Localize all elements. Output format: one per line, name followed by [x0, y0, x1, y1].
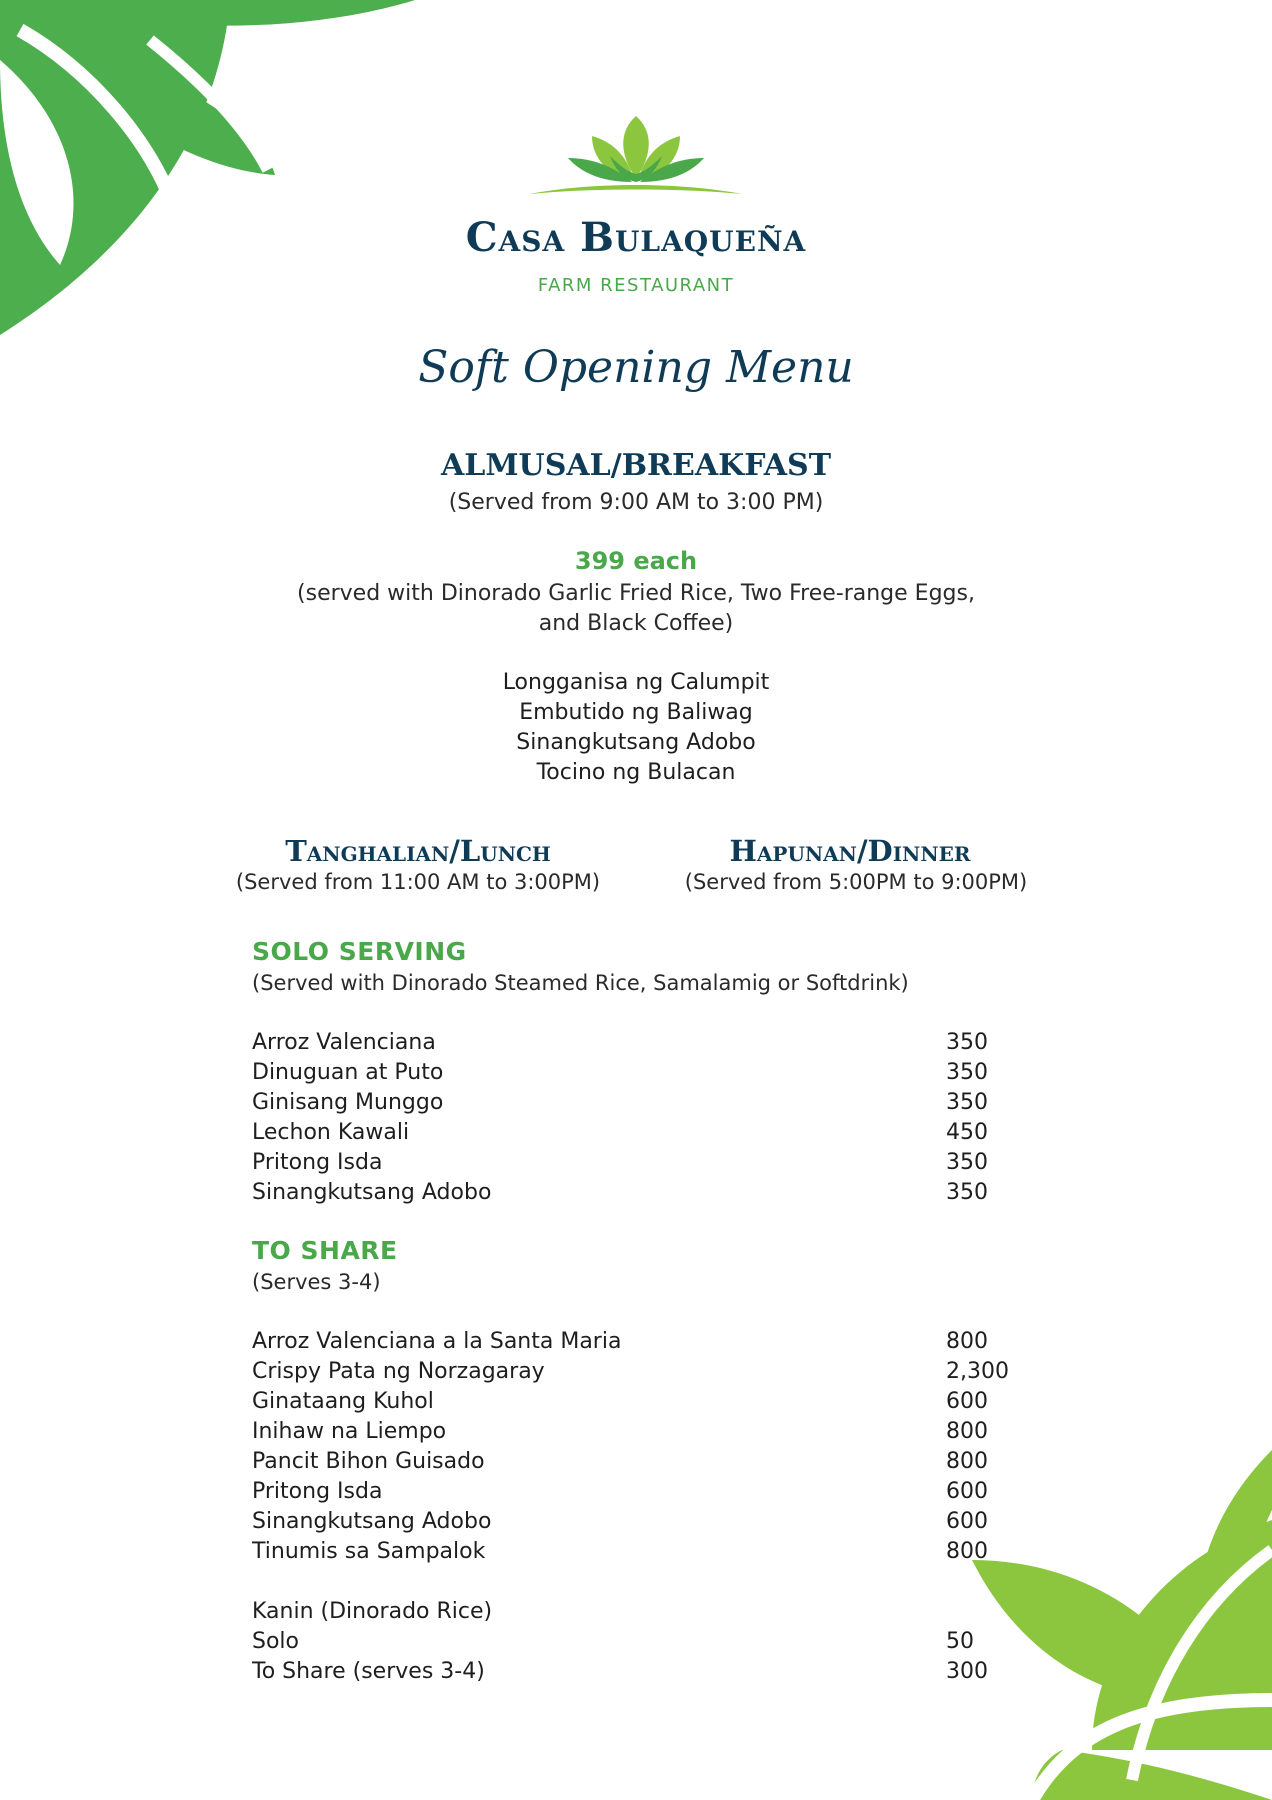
item-name: Arroz Valenciana — [252, 1030, 436, 1055]
breakfast-item: Longganisa ng Calumpit — [502, 670, 770, 695]
list-item — [252, 1507, 1012, 1537]
list-item — [252, 1058, 1012, 1088]
item-name: Inihaw na Liempo — [252, 1419, 447, 1444]
breakfast-item: Embutido ng Baliwag — [519, 700, 753, 725]
item-price: 800 — [946, 1329, 988, 1354]
list-item — [252, 1178, 1012, 1208]
list-item — [252, 1597, 1012, 1627]
item-price: 2,300 — [946, 1359, 1009, 1384]
item-name: Arroz Valenciana a la Santa Maria — [252, 1329, 622, 1354]
breakfast-items-list — [0, 668, 1272, 788]
item-price: 600 — [946, 1389, 988, 1414]
menu-title: Soft Opening Menu — [418, 342, 854, 393]
breakfast-item: Tocino ng Bulacan — [536, 760, 736, 785]
list-item — [252, 1148, 1012, 1178]
item-name: Dinuguan at Puto — [252, 1060, 444, 1085]
item-price: 450 — [946, 1120, 988, 1145]
item-price: 800 — [946, 1449, 988, 1474]
item-price: 800 — [946, 1419, 988, 1444]
list-item — [252, 1387, 1012, 1417]
item-name: Solo — [252, 1629, 299, 1654]
item-price: 600 — [946, 1509, 988, 1534]
item-price: 350 — [946, 1150, 988, 1175]
breakfast-price: 399 each — [574, 547, 698, 575]
to-share-list — [252, 1327, 1012, 1567]
list-item — [252, 1327, 1012, 1357]
item-price: 350 — [946, 1090, 988, 1115]
item-name: Kanin (Dinorado Rice) — [252, 1599, 493, 1624]
item-name: Pritong Isda — [252, 1479, 383, 1504]
breakfast-hours: (Served from 9:00 AM to 3:00 PM) — [448, 490, 824, 515]
list-item — [252, 1627, 1012, 1657]
rice-list — [252, 1597, 1012, 1687]
list-item — [252, 1447, 1012, 1477]
item-name: Crispy Pata ng Norzagaray — [252, 1359, 545, 1384]
item-price: 350 — [946, 1030, 988, 1055]
item-name: Sinangkutsang Adobo — [252, 1509, 492, 1534]
item-price: 50 — [946, 1629, 974, 1654]
list-item — [252, 1477, 1012, 1507]
item-name: Pritong Isda — [252, 1150, 383, 1175]
item-price: 350 — [946, 1180, 988, 1205]
dinner-hours: (Served from 5:00PM to 9:00PM) — [684, 870, 1028, 894]
list-item — [252, 1537, 1012, 1567]
lunch-title: Tanghalian/Lunch — [285, 834, 551, 868]
item-name: Sinangkutsang Adobo — [252, 1180, 492, 1205]
item-price: 300 — [946, 1659, 988, 1684]
item-name: Lechon Kawali — [252, 1120, 410, 1145]
list-item — [252, 1357, 1012, 1387]
solo-serving-note: (Served with Dinorado Steamed Rice, Samalamig or Softdrink) — [252, 971, 909, 995]
breakfast-item: Sinangkutsang Adobo — [516, 730, 756, 755]
item-price: 800 — [946, 1539, 988, 1564]
list-item — [252, 1118, 1012, 1148]
dinner-title: Hapunan/Dinner — [729, 834, 971, 868]
restaurant-name: Casa Bulaqueña — [465, 214, 807, 261]
item-name: Pancit Bihon Guisado — [252, 1449, 485, 1474]
list-item — [252, 1088, 1012, 1118]
item-name: To Share (serves 3-4) — [252, 1659, 485, 1684]
to-share-note: (Serves 3-4) — [252, 1270, 381, 1294]
restaurant-subtitle: FARM RESTAURANT — [537, 275, 735, 296]
breakfast-inclusion-2: and Black Coffee) — [538, 611, 734, 636]
item-price: 350 — [946, 1060, 988, 1085]
lotus-logo-icon — [530, 108, 742, 198]
list-item — [252, 1417, 1012, 1447]
solo-serving-list — [252, 1028, 1012, 1208]
item-name: Ginisang Munggo — [252, 1090, 444, 1115]
solo-serving-title: SOLO SERVING — [252, 937, 467, 966]
list-item — [252, 1657, 1012, 1687]
lunch-hours: (Served from 11:00 AM to 3:00PM) — [235, 870, 601, 894]
item-name: Ginataang Kuhol — [252, 1389, 434, 1414]
breakfast-title: ALMUSAL/BREAKFAST — [440, 448, 832, 483]
item-name: Tinumis sa Sampalok — [252, 1539, 486, 1564]
breakfast-inclusion: (served with Dinorado Garlic Fried Rice, Two Free-range Eggs, — [297, 581, 975, 606]
item-price: 600 — [946, 1479, 988, 1504]
list-item — [252, 1028, 1012, 1058]
to-share-title: TO SHARE — [252, 1236, 398, 1265]
